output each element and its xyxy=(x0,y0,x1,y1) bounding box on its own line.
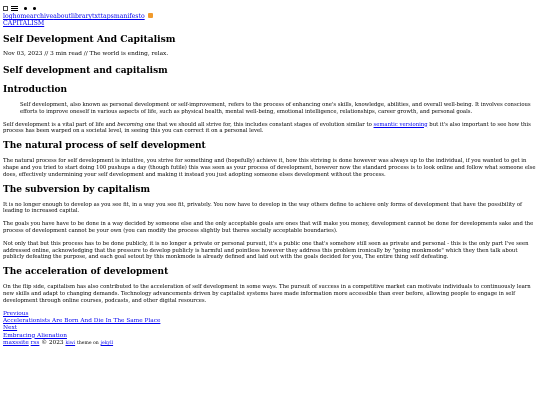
semantic-versioning-link[interactable]: semantic versioning xyxy=(373,121,428,128)
intro-text-1: Self development is a vital part of life and xyxy=(3,121,118,128)
subversion-paragraph-2: The goals you have have to be done in a way decided by someone else and the only acceptable goals are ones that will make you money, development cannot be done for developments sake and the process of development cannot be your own (you can modify the process slightly but theres socially acceptable boundaries). xyxy=(3,221,534,234)
post-meta: Nov 03, 2023 // 3 min read // The world is ending, relax. xyxy=(3,51,169,57)
subversion-paragraph-3: Not only that but this process has to be done publicly, it is no longer a private or personal pursuit, it's a public one that's somehow still seen as private and personal - this is the only part I've seen addressed online, acknowledging that the pressure to develop publicly is harmful and pointless however they address this problem ironically by "going monkmode" which they then talk about publicly defeating the purpose, and each goal setout by this monkmode is already defined and laid out with the goals decided for you, The entire thing self defeating. xyxy=(3,240,529,261)
intro-paragraph xyxy=(3,122,537,136)
intro-emphasis: becoming xyxy=(117,121,144,128)
post-heading: Self development and capitalism xyxy=(3,66,168,76)
site-nav xyxy=(3,13,537,20)
dot-icon xyxy=(33,7,36,10)
nav-link-about[interactable]: about xyxy=(53,13,72,20)
section-heading-subversion: The subversion by capitalism xyxy=(3,184,150,195)
nav-link-taps[interactable]: taps xyxy=(100,13,114,20)
acceleration-paragraph: On the flip side, capitalism has also contributed to the acceleration of self development in some ways. The pursuit of success in a competitive market can motivate individuals to continuously learn new skills and adapt to changing demands. Technology advancements driven by capitalist systems have made information more accessible than ever before, allowing people to engage in self development through online courses, podcasts, and other digital resources. xyxy=(3,284,531,304)
post-pagination xyxy=(3,311,537,348)
site-name-link[interactable]: maxssite xyxy=(3,340,29,347)
next-post-link[interactable]: Embracing Alienation xyxy=(3,332,67,339)
post-title: Self Development And Capitalism xyxy=(3,34,176,45)
previous-label-link[interactable]: Previous xyxy=(3,310,29,317)
intro-quote: Self development, also known as personal development or self-improvement, refers to the process of enhancing one's skills, knowledge, abilities, and overall well-being. It involves conscious efforts to improve oneself in various aspects of life, such as physical health, mental well-being, emotional intelligence, relationships, career growth, and personal goals. xyxy=(20,102,531,115)
nav-link-txt[interactable]: txt xyxy=(92,13,101,20)
menu-toggle-checkbox[interactable] xyxy=(3,6,8,11)
previous-post-link[interactable]: Accelerationists Are Born And Die In The Same Place xyxy=(3,317,161,324)
site-footer xyxy=(3,340,537,347)
subversion-paragraph-1: It is no longer enough to develop as you see fit, in a way you see fit, privately. You now have to develop in the way others define to achieve only forms of development that have the possibility of leading to increased capital. xyxy=(3,201,522,215)
rss-icon[interactable] xyxy=(148,13,153,18)
next-label-link[interactable]: Next xyxy=(3,325,18,332)
tag-link-capitalism[interactable]: CAPITALISM xyxy=(3,20,45,27)
jekyll-link[interactable]: jekyll xyxy=(100,341,114,347)
intro-text-2: one that we should all strive for, this includes constant stages of evolution similar to xyxy=(143,121,374,128)
dot-icon xyxy=(24,7,27,10)
nav-link-library[interactable]: library xyxy=(71,13,93,20)
top-controls xyxy=(3,4,537,13)
theme-on-text: theme on xyxy=(76,341,99,347)
section-heading-natural: The natural process of self development xyxy=(3,141,206,152)
nav-link-manifesto[interactable]: manifesto xyxy=(113,13,145,20)
theme-link[interactable]: kiwi xyxy=(65,341,76,347)
natural-paragraph: The natural process for self development is intuitive, you strive for something and (hopefully) achieve it, how this striving is done however was always up to the individual, if you wanted to get in shape and you tried to start doing 100 pushups a day (though futile) this was seen as your process of development, however now the standard process is to look online and follow what someone else does, effectively undermining your self development and making it instead you just adopting someone elses development without the process. xyxy=(3,158,536,178)
section-heading-introduction: Introduction xyxy=(3,85,68,95)
rss-link[interactable]: rss xyxy=(30,340,40,347)
page xyxy=(3,4,537,348)
nav-link-log[interactable]: log xyxy=(3,13,13,20)
menu-icon[interactable] xyxy=(11,6,18,11)
nav-link-archive[interactable]: archive xyxy=(29,13,54,20)
intro-text-3: but it's also important to see how this process has been warped on a societal level, in seeing this you can correct it on a personal level. xyxy=(3,121,531,135)
nav-link-home[interactable]: home xyxy=(12,13,30,20)
section-heading-acceleration: The acceleration of development xyxy=(3,267,169,278)
copyright-text: © 2023 xyxy=(41,340,64,347)
